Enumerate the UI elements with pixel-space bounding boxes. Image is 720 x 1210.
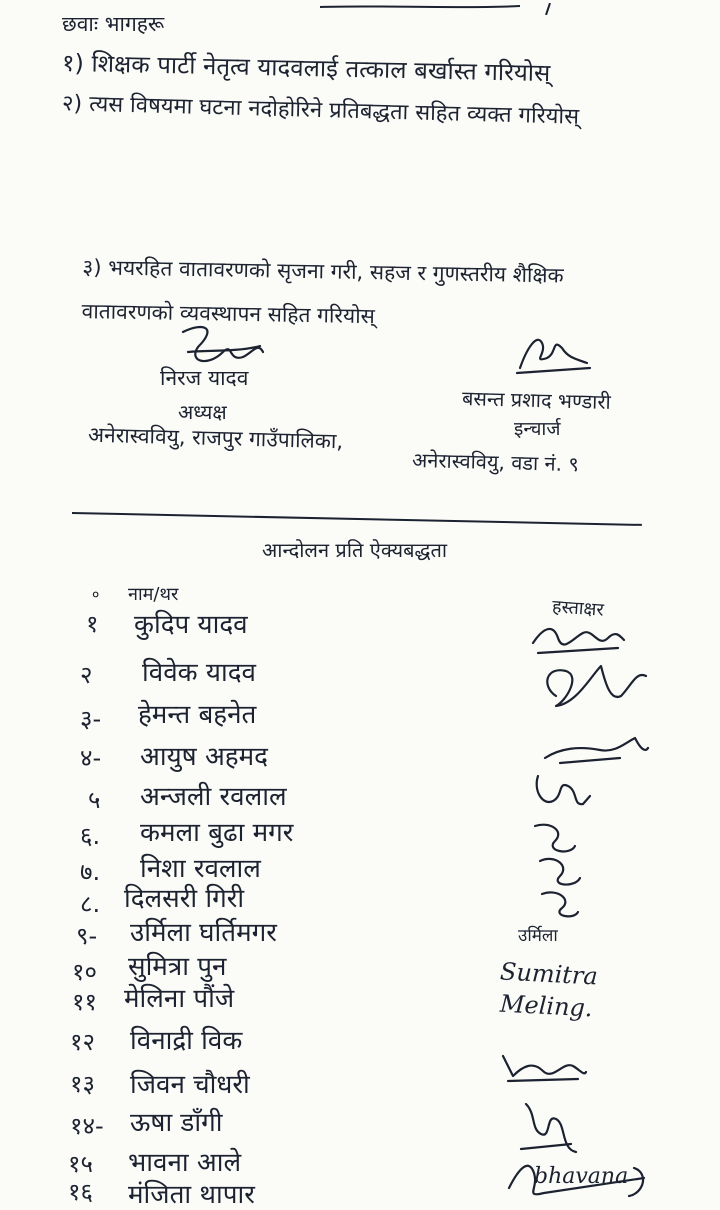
row-number: १६ [68, 1178, 93, 1206]
signature-scribble [528, 766, 598, 816]
row-number: ५ [88, 786, 101, 814]
header-number: ० [92, 587, 100, 603]
signature-scribble [504, 1148, 654, 1208]
name-column-header: नाम/थर [128, 584, 179, 605]
row-name: आयुष अहमद [140, 742, 268, 772]
written-signature-melina: Meling. [499, 989, 594, 1023]
row-name: विनाद्री विक [130, 1026, 243, 1056]
demand-2: २) त्यस विषयमा घटना नदोहोरिने प्रतिबद्धता सहित व्यक्त गरियोस् [61, 91, 580, 130]
row-number: ७. [80, 858, 101, 886]
row-name: उर्मिला घर्तिमगर [130, 918, 277, 948]
demand-1: १) शिक्षक पार्टी नेतृत्व यादवलाई तत्काल बर्खास्त गरियोस् [61, 48, 551, 88]
signature-scribble [536, 656, 656, 716]
row-name: ऊषा डाँगी [130, 1108, 223, 1138]
signature-scribble [530, 816, 590, 926]
row-name: अन्जली रवलाल [140, 782, 287, 812]
right-signatory-name: बसन्त प्रशाद भण्डारी [461, 386, 612, 414]
signature-left [178, 322, 268, 372]
row-number: १२ [70, 1028, 95, 1056]
row-name: सुमित्रा पुन [128, 952, 227, 982]
row-name: भावना आले [128, 1148, 242, 1178]
right-signatory-org: अनेरास्ववियु, वडा नं. ९ [411, 447, 580, 477]
row-name: दिलसरी गिरी [124, 884, 245, 914]
row-number: १४- [70, 1112, 104, 1140]
signature-right [512, 328, 592, 378]
row-name: हेमन्त बहनेत [138, 700, 257, 730]
row-number: ११ [72, 988, 97, 1016]
demand-3-line-1: ३) भयरहित वातावरणको सृजना गरी, सहज र गुणस्तरीय शैक्षिक वातावरणको व्यवस्थापन सहित गरियोस् [81, 255, 564, 329]
commitment-heading: आन्दोलन प्रति ऐक्यबद्धता [262, 538, 448, 562]
row-name: कुदिप यादव [134, 610, 248, 640]
row-number: १ [86, 610, 99, 638]
left-signatory-org: अनेरास्ववियु, राजपुर गाउँपालिका, [87, 422, 344, 454]
row-name: जिवन चौधरी [130, 1070, 250, 1100]
row-name: विवेक यादव [142, 658, 256, 688]
left-signatory-name: निरज यादव [160, 366, 249, 390]
row-name: मेलिना पौंजे [124, 984, 235, 1014]
row-number: ४- [80, 744, 102, 772]
row-name: कमला बुढा मगर [140, 818, 294, 848]
row-number: २ [80, 661, 93, 689]
row-number: ६. [80, 822, 101, 850]
row-number: १५ [68, 1150, 93, 1178]
intro-text: छवाः भागहरू [62, 12, 165, 36]
written-signature-sumitra: Sumitra [499, 957, 599, 991]
signature-column-header: हस्ताक्षर [551, 596, 605, 621]
svg-text:bhavana: bhavana [534, 1164, 629, 1189]
row-number: ८. [80, 890, 101, 918]
row-number: ३- [80, 705, 102, 733]
signature-scribble [498, 1046, 588, 1086]
written-signature-urmila: उर्मिला [518, 926, 558, 946]
row-number: १० [72, 958, 97, 986]
top-edge-fragment [320, 0, 560, 12]
signature-scribble [540, 728, 650, 768]
right-signatory-role: इन्चार्ज [514, 418, 561, 440]
signature-scribble [528, 618, 628, 658]
row-name: मंजिता थापार [128, 1180, 255, 1210]
row-name: निशा रवलाल [140, 854, 261, 884]
row-number: १३ [70, 1070, 95, 1098]
left-signatory-role: अध्यक्ष [178, 400, 227, 424]
section-divider [72, 512, 642, 526]
row-number: ९- [76, 922, 98, 950]
